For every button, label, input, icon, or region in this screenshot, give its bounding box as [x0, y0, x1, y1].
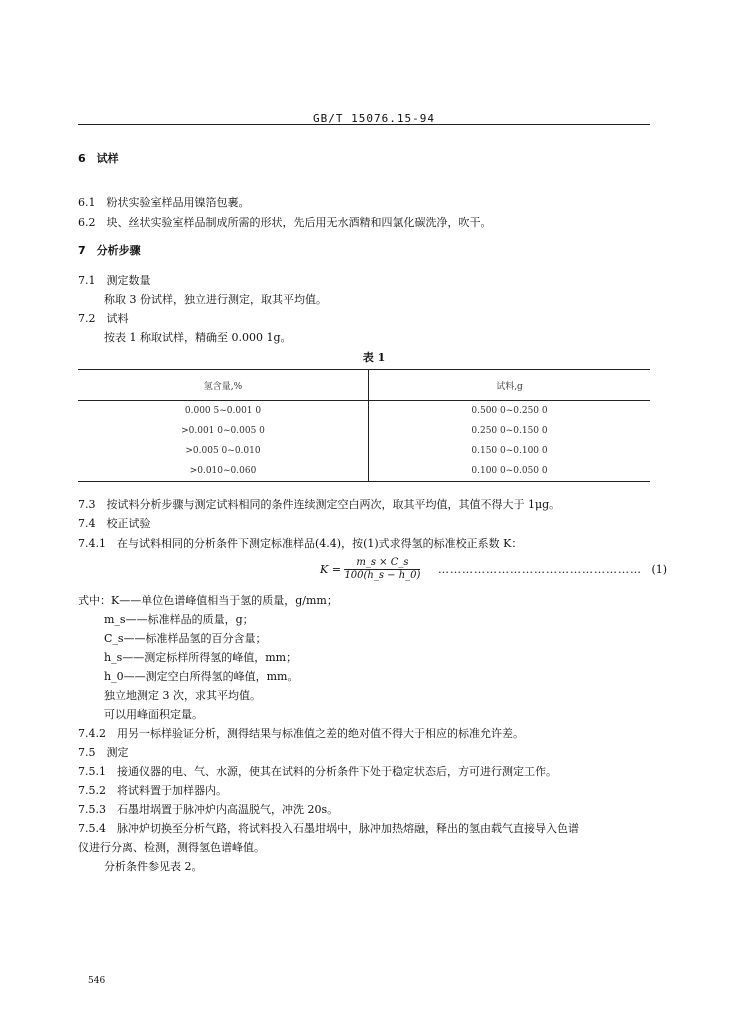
table-row [78, 441, 650, 461]
formula-1 [320, 557, 667, 582]
where-ms: m_s——标准样品的质量，g； [104, 613, 254, 626]
clause-7-4-2: 7.4.2 用另一标样验证分析，测得结果与标准值之差的绝对值不得大于相应的标准允许差。 [78, 727, 524, 740]
page-number: 546 [88, 976, 106, 986]
clause-7-5-title: 7.5 测定 [78, 746, 129, 759]
clause-7-5-1: 7.5.1 接通仪器的电、气、水源，使其在试料的分析条件下处于稳定状态后，方可进行测定工作。 [78, 765, 557, 778]
clause-7-2-text: 按表 1 称取试样，精确至 0.000 1g。 [104, 331, 292, 344]
section-6-title: 6 试样 [78, 152, 119, 165]
clause-7-2-title: 7.2 试料 [78, 312, 129, 325]
table-1-caption: 表 1 [362, 351, 386, 364]
table-row [78, 461, 650, 481]
table-1 [78, 370, 650, 481]
formula-number: (1) [651, 563, 668, 576]
clause-7-5-4-cont: 仪进行分离、检测，测得氢色谱峰值。 [78, 841, 265, 854]
table-cell: >0.001 0~0.005 0 [78, 421, 369, 441]
formula-leader-dots: …………………………………………… [437, 563, 642, 576]
table-cell: 0.500 0~0.250 0 [471, 406, 548, 416]
header-rule [78, 124, 650, 125]
clause-7-5-2: 7.5.2 将试料置于加样器内。 [78, 784, 227, 797]
table-bottom-rule [78, 481, 650, 482]
note-independent-tests: 独立地测定 3 次，求其平均值。 [104, 689, 261, 702]
where-k: 式中：K——单位色谱峰值相当于氢的质量，g/mm； [78, 594, 338, 607]
table-cell: 0.150 0~0.100 0 [471, 446, 548, 456]
clause-6-2: 6.2 块、丝状实验室样品制成所需的形状，先后用无水酒精和四氯化碳洗净，吹干。 [78, 216, 492, 229]
table-cell: >0.010~0.060 [78, 461, 369, 481]
clause-7-4-title: 7.4 校正试验 [78, 517, 151, 530]
clause-7-1-text: 称取 3 份试样，独立进行测定，取其平均值。 [104, 293, 327, 306]
formula-fraction [344, 557, 420, 582]
table-row [78, 401, 650, 422]
section-7-title: 7 分析步骤 [78, 244, 141, 257]
note-peak-area: 可以用峰面积定量。 [104, 708, 203, 721]
table-header-hydrogen: 氢含量,% [78, 370, 369, 401]
table-header-row [78, 370, 650, 401]
where-h0: h_0——测定空白所得氢的峰值，mm。 [104, 670, 299, 683]
clause-7-5-3: 7.5.3 石墨坩埚置于脉冲炉内高温脱气，冲洗 20s。 [78, 803, 339, 816]
clause-7-3: 7.3 按试料分析步骤与测定试料相同的条件连续测定空白两次，取其平均值，其值不得大于 1μg。 [78, 498, 561, 511]
standard-code-header: GB/T 15076.15-94 [313, 112, 435, 125]
clause-7-1-title: 7.1 测定数量 [78, 274, 151, 287]
table-cell: >0.005 0~0.010 [78, 441, 369, 461]
where-hs: h_s——测定标样所得氢的峰值，mm； [104, 651, 298, 664]
table-cell: 0.000 5~0.001 0 [78, 401, 369, 422]
clause-7-4-1: 7.4.1 在与试料相同的分析条件下测定标准样品(4.4)，按(1)式求得氢的标准校正系数 K： [78, 537, 523, 550]
clause-7-5-4: 7.5.4 脉冲炉切换至分析气路，将试料投入石墨坩埚中，脉冲加热熔融，释出的氢由载气直接导入色谱 [78, 822, 579, 835]
table-cell: 0.100 0~0.050 0 [471, 466, 548, 476]
formula-numerator: m_s × C_s [344, 557, 420, 570]
table-header-sample-mass: 试料,g [369, 370, 651, 401]
formula-denominator: 100(h_s − h_0) [344, 570, 421, 581]
table-cell: 0.250 0~0.150 0 [471, 426, 548, 436]
table-row [78, 421, 650, 441]
clause-6-1: 6.1 粉状实验室样品用镍箔包裹。 [78, 196, 250, 209]
where-cs: C_s——标准样品氢的百分含量； [104, 632, 267, 645]
formula-lhs: K = [320, 563, 341, 576]
clause-7-5-4-ref: 分析条件参见表 2。 [104, 860, 203, 873]
